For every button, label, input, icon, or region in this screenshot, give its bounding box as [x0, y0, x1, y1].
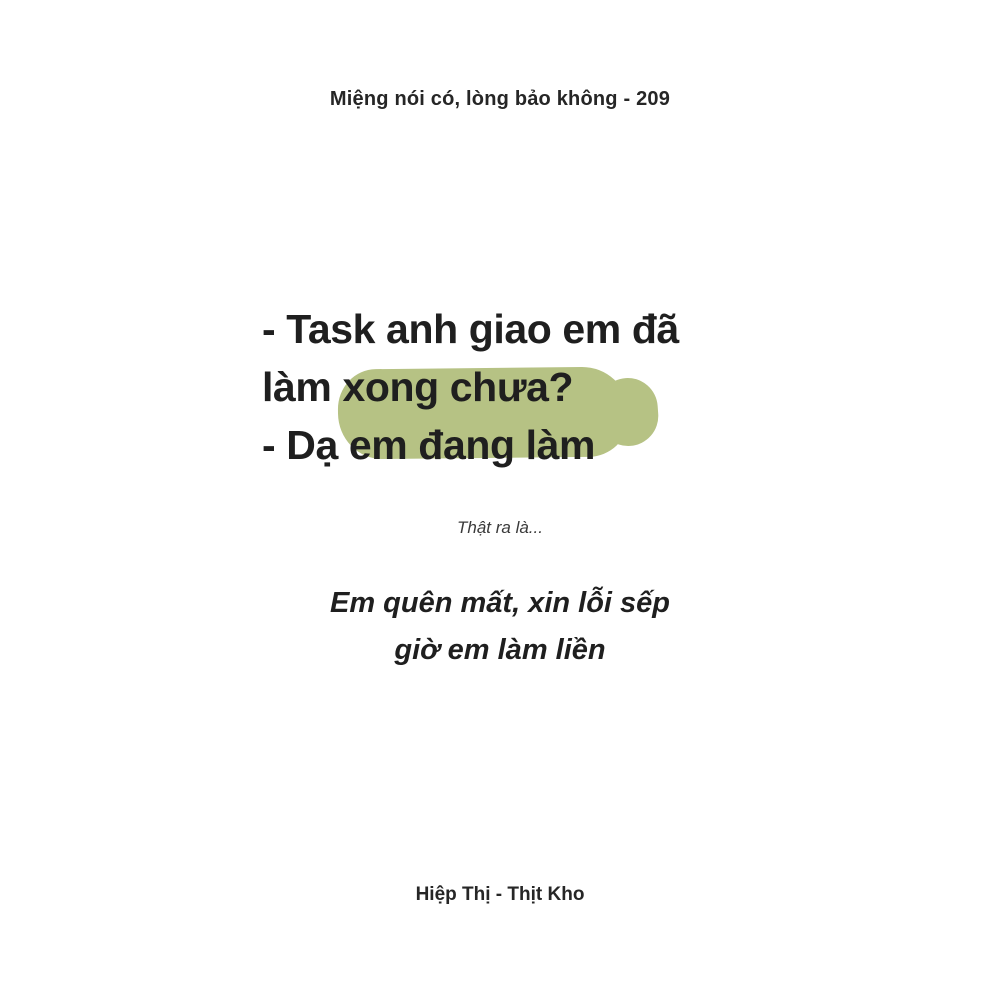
- punchline-block: [0, 580, 1000, 674]
- punchline-line-1: Em quên mất, xin lỗi sếp: [329, 587, 670, 619]
- page-title: Miệng nói có, lòng bảo không - 209: [329, 88, 671, 110]
- quote-block: [262, 300, 822, 474]
- caption-text: Thật ra là...: [457, 518, 543, 537]
- quote-line-3-text: - Dạ em đang làm: [262, 422, 596, 468]
- quote-line-3: [262, 416, 822, 474]
- author-credit: Hiệp Thị - Thịt Kho: [415, 884, 585, 905]
- punchline-line-2: giờ em làm liền: [394, 634, 606, 666]
- quote-line-1: [262, 300, 822, 358]
- quote-line-1-text: - Task anh giao em đã: [262, 306, 679, 352]
- quote-line-2-text: làm xong chưa?: [262, 364, 574, 410]
- quote-line-2: [262, 358, 822, 416]
